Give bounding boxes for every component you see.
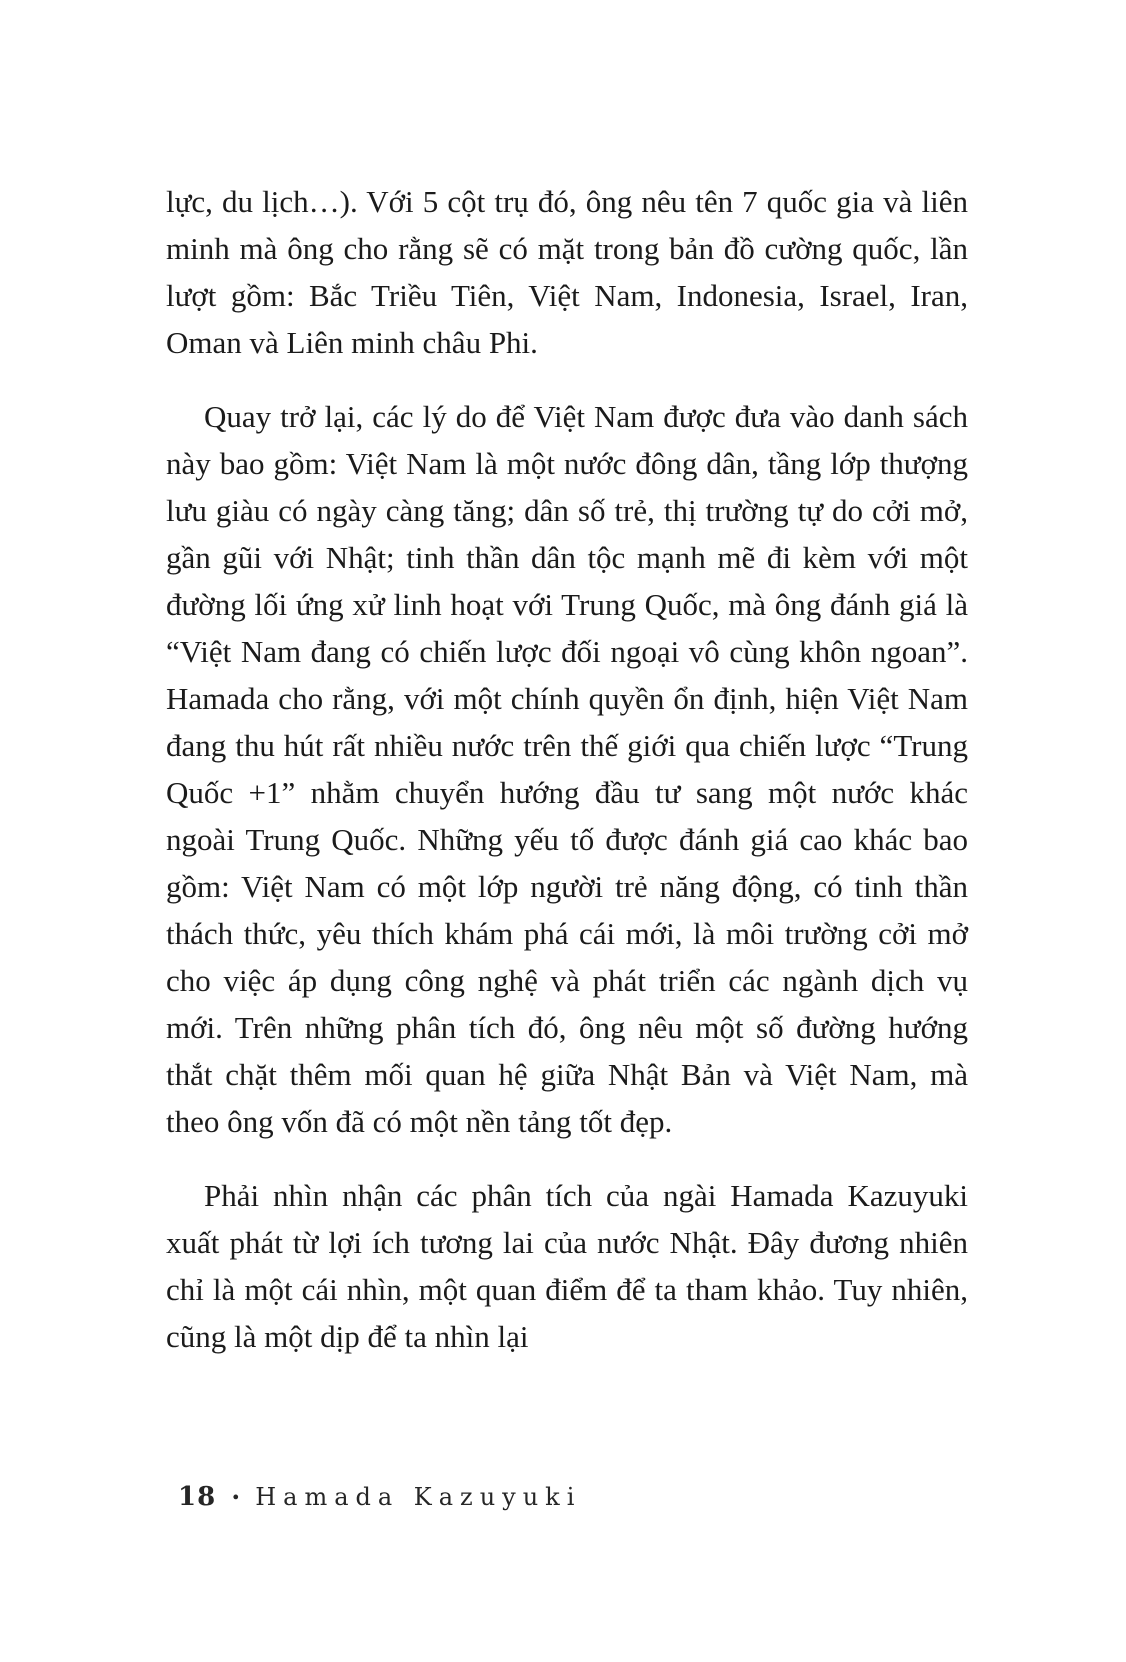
footer-bullet-separator: • <box>232 1487 240 1509</box>
running-title-author: Hamada Kazuyuki <box>255 1483 582 1511</box>
paragraph: Phải nhìn nhận các phân tích của ngài Hamada Kazuyuki xuất phát từ lợi ích tương lai của nước Nhật. Đây đương nhiên chỉ là một cái nhìn, một quan điểm để ta tham khảo. Tuy nhiên, cũng là một dịp để ta nhìn lại <box>166 1178 968 1354</box>
paragraph: lực, du lịch…). Với 5 cột trụ đó, ông nêu tên 7 quốc gia và liên minh mà ông cho rằng sẽ có mặt trong bản đồ cường quốc, lần lượt gồm: Bắc Triều Tiên, Việt Nam, Indonesia, Israel, Iran, Oman và Liên minh châu Phi. <box>166 184 968 360</box>
page-body-text <box>166 178 968 1387</box>
page-number: 18 <box>178 1482 217 1512</box>
page-footer <box>178 1482 581 1512</box>
paragraph: Quay trở lại, các lý do để Việt Nam được đưa vào danh sách này bao gồm: Việt Nam là một nước đông dân, tầng lớp thượng lưu giàu có ngày càng tăng; dân số trẻ, thị trường tự do cởi mở, gần gũi với Nhật; tinh thần dân tộc mạnh mẽ đi kèm với một đường lối ứng xử linh hoạt với Trung Quốc, mà ông đánh giá là “Việt Nam đang có chiến lược đối ngoại vô cùng khôn ngoan”. Hamada cho rằng, với một chính quyền ổn định, hiện Việt Nam đang thu hút rất nhiều nước trên thế giới qua chiến lược “Trung Quốc +1” nhằm chuyển hướng đầu tư sang một nước khác ngoài Trung Quốc. Những yếu tố được đánh giá cao khác bao gồm: Việt Nam có một lớp người trẻ năng động, có tinh thần thách thức, yêu thích khám phá cái mới, là môi trường cởi mở cho việc áp dụng công nghệ và phát triển các ngành dịch vụ mới. Trên những phân tích đó, ông nêu một số đường hướng thắt chặt thêm mối quan hệ giữa Nhật Bản và Việt Nam, mà theo ông vốn đã có một nền tảng tốt đẹp. <box>166 399 968 1139</box>
